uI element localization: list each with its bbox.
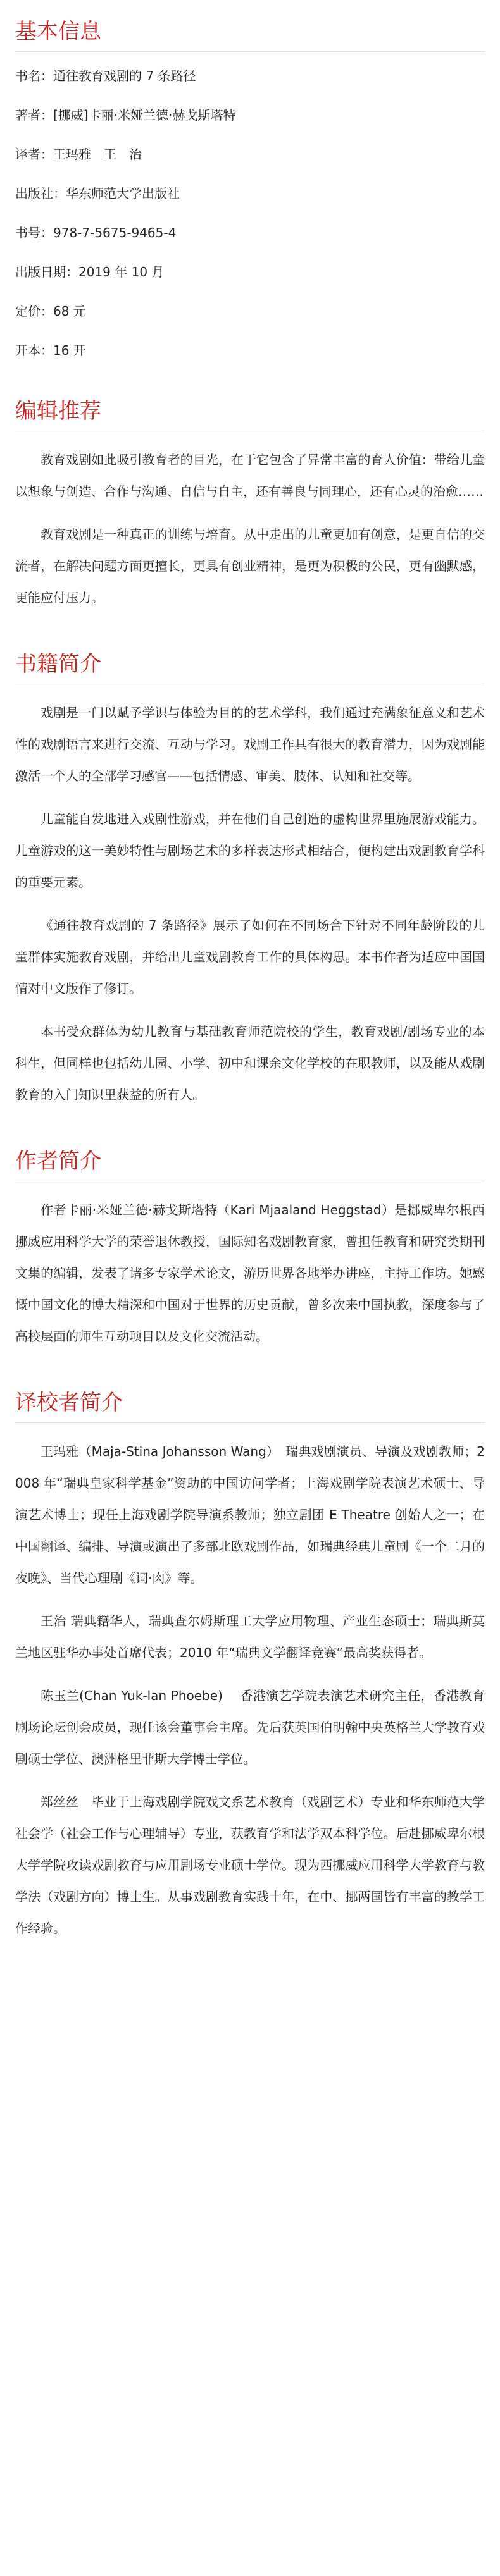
book-info-page — [0, 14, 500, 1975]
section-title-book-intro: 书籍简介 — [15, 646, 485, 684]
meta-label: 书号： — [15, 225, 53, 240]
paragraph: 教育戏剧如此吸引教育者的目光，在于它包含了异常丰富的育人价值：带给儿童以想象与创造、合作与沟通、自信与自主，还有善良与同理心，还有心灵的治愈…… — [15, 452, 485, 499]
meta-label: 著者： — [15, 108, 53, 123]
meta-label: 译者： — [15, 147, 53, 162]
section-title-author-intro: 作者简介 — [15, 1143, 485, 1181]
paragraph: 王玛雅（Maja-Stina Johansson Wang） 瑞典戏剧演员、导演及戏剧教师；2008 年“瑞典皇家科学基金”资助的中国访问学者；上海戏剧学院表演艺术硕士、导演艺术博士；现任上海戏剧学院导演系教师；独立剧团 E Theatre 创始人之一；在中国翻译、编排、导演或演出了多部北欧戏剧作品，如瑞典经典儿童剧《一个二月的夜晚》、当代心理剧《词·肉》等。 — [15, 1444, 485, 1586]
meta-value: 2019 年 10 月 — [78, 264, 165, 280]
translator-intro-section — [15, 1385, 485, 1944]
section-title-basic-info: 基本信息 — [15, 14, 485, 52]
meta-value: 王玛雅 王 治 — [53, 147, 142, 162]
meta-label: 出版日期： — [15, 264, 78, 280]
basic-info-list — [15, 66, 485, 361]
paragraph: 作者卡丽·米娅兰德·赫戈斯塔特（Kari Mjaaland Heggstad）是挪威卑尔根西挪威应用科学大学的荣誉退休教授，国际知名戏剧教育家，曾担任教育和研究类期刊文集的编辑，发表了诸多专家学术论文，游历世界各地举办讲座，主持工作坊。她感慨中国文化的博大精深和中国对于世界的历史贡献，曾多次来中国执教，深度参与了高校层面的师生互动项目以及文化交流活动。 — [15, 1202, 485, 1344]
basic-info-section — [15, 14, 485, 361]
meta-row-title — [15, 66, 485, 86]
meta-label: 开本： — [15, 343, 53, 358]
meta-value: 华东师范大学出版社 — [66, 186, 180, 201]
meta-row-format — [15, 340, 485, 361]
meta-label: 定价： — [15, 304, 53, 319]
meta-row-pub-date — [15, 262, 485, 282]
book-intro-section — [15, 646, 485, 1111]
author-intro-section — [15, 1143, 485, 1352]
meta-row-isbn — [15, 223, 485, 243]
meta-row-publisher — [15, 183, 485, 204]
meta-value: 通往教育戏剧的 7 条路径 — [53, 68, 196, 83]
meta-label: 书名： — [15, 68, 53, 83]
paragraph: 教育戏剧是一种真正的训练与培育。从中走出的儿童更加有创意，是更自信的交流者，在解决问题方面更擅长，更具有创业精神，是更为积极的公民，更有幽默感，更能应付压力。 — [15, 527, 485, 605]
section-title-translator-intro: 译校者简介 — [15, 1385, 485, 1423]
paragraph: 郑丝丝 毕业于上海戏剧学院戏文系艺术教育（戏剧艺术）专业和华东师范大学社会学（社会工作与心理辅导）专业，获教育学和法学双本科学位。后赴挪威卑尔根大学学院攻读戏剧教育与应用剧场专业硕士学位。现为西挪威应用科学大学教育与教学法（戏剧方向）博士生。从事戏剧教育实践十年，在中、挪两国皆有丰富的教学工作经验。 — [15, 1794, 485, 1936]
paragraph: 儿童能自发地进入戏剧性游戏，并在他们自己创造的虚构世界里施展游戏能力。儿童游戏的这一美妙特性与剧场艺术的多样表达形式相结合，便构建出戏剧教育学科的重要元素。 — [15, 811, 485, 890]
meta-row-price — [15, 301, 485, 321]
meta-row-translator — [15, 144, 485, 164]
editor-recommendation-section — [15, 393, 485, 613]
meta-value: 68 元 — [53, 304, 86, 319]
section-title-editor-recommendation: 编辑推荐 — [15, 393, 485, 431]
meta-row-author — [15, 105, 485, 125]
meta-value: [挪威]卡丽·米娅兰德·赫戈斯塔特 — [53, 108, 236, 123]
paragraph: 《通往教育戏剧的 7 条路径》展示了如何在不同场合下针对不同年龄阶段的儿童群体实施教育戏剧，并给出儿童戏剧教育工作的具体构思。本书作者为适应中国国情对中文版作了修订。 — [15, 918, 485, 996]
paragraph: 陈玉兰(Chan Yuk-lan Phoebe) 香港演艺学院表演艺术研究主任，香港教育剧场论坛创会成员，现任该会董事会主席。先后获英国伯明翰中央英格兰大学教育戏剧硕士学位、澳洲格里菲斯大学博士学位。 — [15, 1688, 485, 1766]
meta-value: 978-7-5675-9465-4 — [53, 225, 177, 240]
meta-label: 出版社： — [15, 186, 66, 201]
meta-value: 16 开 — [53, 343, 86, 358]
paragraph: 本书受众群体为幼儿教育与基础教育师范院校的学生，教育戏剧/剧场专业的本科生，但同样也包括幼儿园、小学、初中和课余文化学校的在职教师，以及能从戏剧教育的入门知识里获益的所有人。 — [15, 1024, 485, 1102]
paragraph: 戏剧是一门以赋予学识与体验为目的的艺术学科，我们通过充满象征意义和艺术性的戏剧语言来进行交流、互动与学习。戏剧工作具有很大的教育潜力，因为戏剧能激活一个人的全部学习感官——包括情感、审美、肢体、认知和社交等。 — [15, 705, 485, 784]
paragraph: 王治 瑞典籍华人，瑞典查尔姆斯理工大学应用物理、产业生态硕士；瑞典斯莫兰地区驻华办事处首席代表；2010 年“瑞典文学翻译竞赛”最高奖获得者。 — [15, 1613, 485, 1660]
